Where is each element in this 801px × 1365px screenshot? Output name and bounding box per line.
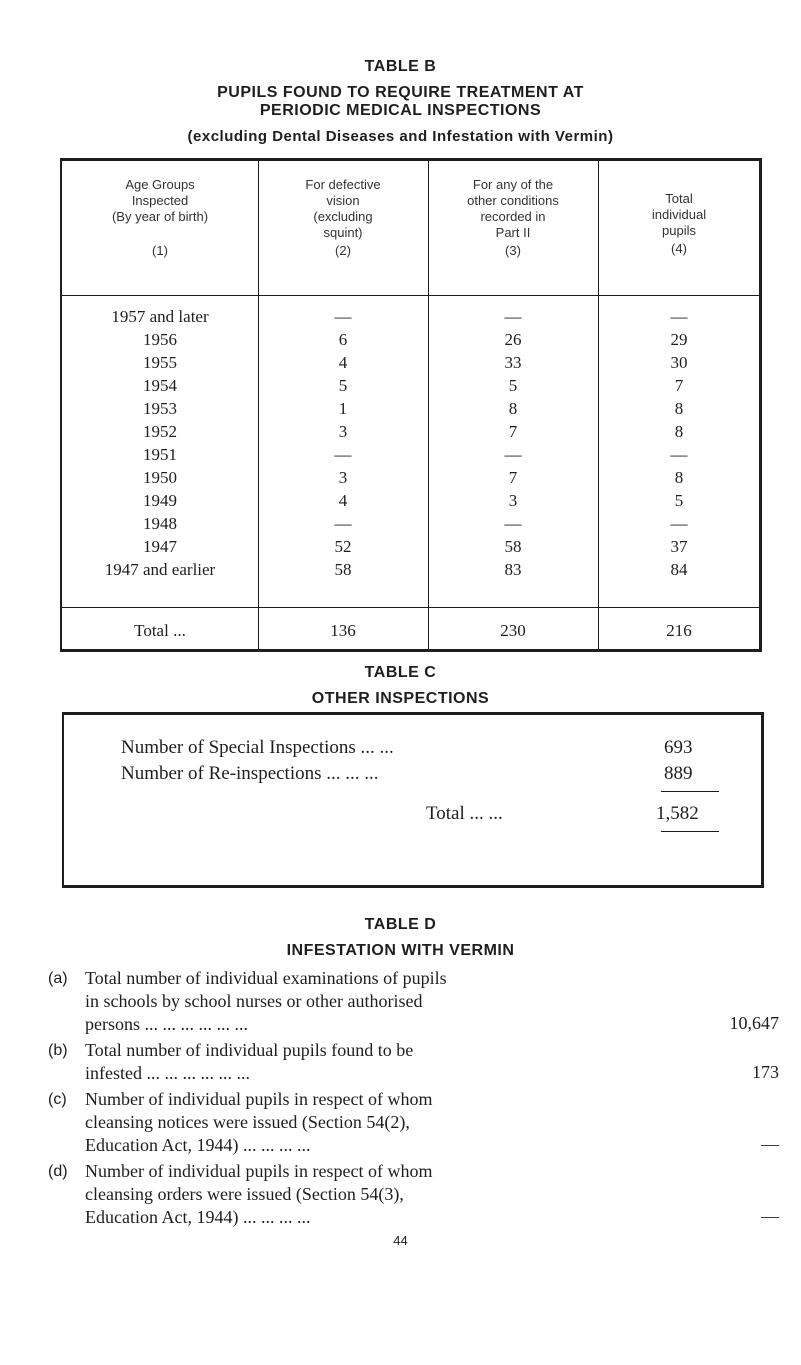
col-header-defective-vision: For defective vision (excluding squint) (2) [305, 177, 381, 258]
table-d-subtitle: INFESTATION WITH VERMIN [286, 942, 515, 959]
col-header-total-pupils: Total individual pupils (4) [651, 191, 707, 256]
header-rule [62, 295, 760, 296]
table-d-title: TABLE D [364, 916, 437, 933]
table-b-note: (excluding Dental Diseases and Infestation with Vermin) [187, 128, 614, 145]
page-number: 44 [393, 1233, 408, 1248]
table-row: 1957 and later — — — [111, 307, 688, 326]
sum-rule [661, 791, 719, 792]
total-value: 1,582 [656, 803, 699, 824]
table-row: 1952 3 7 8 [143, 422, 684, 441]
reinspections-label: Number of Re-inspections ... ... ... [121, 763, 379, 784]
table-row: 1956 6 26 29 [143, 330, 688, 349]
table-row: 1954 5 5 7 [143, 376, 684, 395]
total-label: Total ... ... [426, 803, 503, 824]
table-row: 1953 1 8 8 [143, 399, 684, 418]
table-row: 1949 4 3 5 [143, 491, 684, 510]
table-b-subtitle-1: PUPILS FOUND TO REQUIRE TREATMENT AT [217, 84, 584, 101]
table-row: 1947 and earlier 58 83 84 [104, 560, 688, 579]
col-header-other-conditions: For any of the other conditions recorded in Part II (3) [467, 177, 559, 258]
table-c [62, 712, 764, 888]
table-row: 1955 4 33 30 [143, 353, 688, 372]
table-b-title: TABLE B [364, 58, 437, 75]
table-b-subtitle-2: PERIODIC MEDICAL INSPECTIONS [259, 102, 542, 119]
table-c-subtitle: OTHER INSPECTIONS [311, 690, 490, 707]
table-row: 1951 — — — [143, 445, 688, 464]
col-header-age-groups: Age Groups Inspected (By year of birth) (1) [111, 177, 209, 258]
table-row: 1948 — — — [143, 514, 688, 533]
table-c-title: TABLE C [364, 664, 437, 681]
table-b [60, 158, 762, 652]
reinspections-value: 889 [664, 763, 693, 784]
special-inspections-value: 693 [664, 737, 693, 758]
table-row: 1947 52 58 37 [143, 537, 688, 556]
total-rule [62, 607, 760, 608]
special-inspections-label: Number of Special Inspections ... ... [121, 737, 394, 758]
table-row: 1950 3 7 8 [143, 468, 684, 487]
sum-rule [661, 831, 719, 832]
total-row: Total ... 136 230 216 [134, 621, 692, 640]
